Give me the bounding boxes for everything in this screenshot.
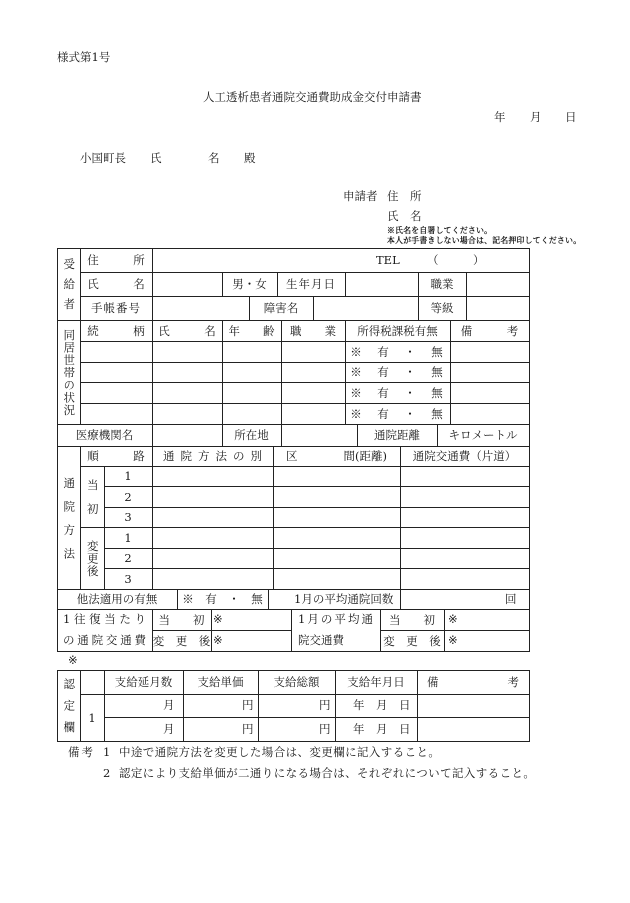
recipient-occupation-label: 職業 xyxy=(430,277,454,291)
commute-initial-label: 当初 xyxy=(85,478,100,527)
monthly-fare-initial-mark: ※ xyxy=(448,612,458,626)
approval-col-unit-price: 支給単価 xyxy=(197,675,244,689)
applicant-name-label: 氏 名 xyxy=(387,209,422,223)
household-section xyxy=(57,320,80,424)
office-use-mark: ※ xyxy=(68,653,78,667)
commute-section-label: 通院方法 xyxy=(62,476,77,571)
medical-facility-label: 医療機関名 xyxy=(75,428,134,442)
round-trip-label-line-1: 1往復当たり xyxy=(63,612,146,626)
date-month-label: 月 xyxy=(530,110,542,124)
commute-route-number: 1 xyxy=(124,530,132,545)
monthly-visits-unit: 回 xyxy=(505,592,517,606)
monthly-fare-changed-mark: ※ xyxy=(448,633,458,647)
note-text: 認定により支給単価が二通りになる場合は、それぞれについて記入すること。 xyxy=(119,766,536,780)
commute-route-number: 3 xyxy=(124,510,132,524)
recipient-address-label: 住 所 xyxy=(87,253,145,267)
household-row-tax: ※ 有 ・ 無 xyxy=(350,385,445,400)
note-number: 2 xyxy=(103,766,111,780)
commute-col-route: 順 路 xyxy=(87,449,145,463)
commute-route-number: 3 xyxy=(124,571,132,586)
household-section-label: 同居世帯の状況 xyxy=(62,328,77,417)
approval-unit-price-unit: 円 xyxy=(242,698,254,712)
applicant-seal-note: 本人が手書きしない場合は、記名押印してください。 xyxy=(387,236,582,245)
recipient-tel-parens: （ ） xyxy=(427,253,485,267)
approval-section-label: 認定欄 xyxy=(62,678,77,743)
recipient-section-label: 受給者 xyxy=(62,258,77,319)
commute-changed-label: 変更後 xyxy=(85,539,100,578)
commute-col-section: 区 間(距離) xyxy=(286,449,387,463)
recipient-disability-label: 障害名 xyxy=(263,301,299,315)
medical-distance-unit: キロメートル xyxy=(448,428,518,442)
approval-unit-price-unit: 円 xyxy=(242,722,254,736)
household-col-age: 年 齢 xyxy=(228,323,275,338)
recipient-name-label: 氏 名 xyxy=(87,277,145,291)
recipient-grade-label: 等級 xyxy=(430,301,454,315)
notes-label: 備考 xyxy=(68,745,95,759)
approval-total-unit: 円 xyxy=(319,698,331,712)
form-number: 様式第1号 xyxy=(57,50,111,64)
commute-section xyxy=(57,446,80,589)
approval-months-unit: 月 xyxy=(163,722,175,736)
household-col-relation: 続 柄 xyxy=(87,323,145,338)
recipient-section xyxy=(57,248,80,320)
applicant-sign-note: ※氏名を自署してください。 xyxy=(387,226,493,235)
household-row-tax: ※ 有 ・ 無 xyxy=(350,365,445,379)
round-trip-changed-label: 変 更 後 xyxy=(152,633,211,648)
addressee-name-char-1: 氏 xyxy=(150,151,162,165)
round-trip-initial-label: 当 初 xyxy=(158,612,205,627)
approval-date-units: 年 月 日 xyxy=(353,722,411,736)
approval-section xyxy=(57,670,80,741)
household-row-tax: ※ 有 ・ 無 xyxy=(350,406,445,421)
form-title: 人工透析患者通院交通費助成金交付申請書 xyxy=(203,90,422,104)
note-text: 中途で通院方法を変更した場合は、変更欄に記入すること。 xyxy=(119,745,441,759)
household-col-income-tax: 所得税課税有無 xyxy=(357,323,438,338)
medical-distance-label: 通院距離 xyxy=(374,428,420,442)
addressee-honorific: 殿 xyxy=(244,151,256,165)
household-col-occupation: 職 業 xyxy=(290,323,336,338)
applicant-address-label: 住 所 xyxy=(387,189,422,203)
commute-changed-group xyxy=(80,527,104,589)
round-trip-label-line-2: の通院交通費 xyxy=(63,633,146,647)
household-col-name: 氏 名 xyxy=(158,323,216,338)
approval-col-months: 支給延月数 xyxy=(114,675,173,689)
medical-location-label: 所在地 xyxy=(234,428,269,442)
monthly-fare-label-line-2: 院交通費 xyxy=(298,633,344,647)
commute-route-number: 2 xyxy=(124,551,132,565)
addressee-office: 小国町長 xyxy=(80,151,126,165)
approval-col-total: 支給総額 xyxy=(273,675,320,689)
other-law-label: 他法適用の有無 xyxy=(76,592,158,606)
commute-initial-group xyxy=(80,466,104,527)
monthly-visits-label: 1月の平均通院回数 xyxy=(294,592,394,606)
applicant-label: 申請者 xyxy=(343,189,378,203)
recipient-sex-options: 男・女 xyxy=(232,277,267,291)
monthly-fare-initial-label: 当 初 xyxy=(389,612,435,627)
addressee-name-char-2: 名 xyxy=(208,151,220,165)
approval-col-date: 支給年月日 xyxy=(347,675,405,689)
household-row-tax: ※ 有 ・ 無 xyxy=(350,344,445,359)
date-day-label: 日 xyxy=(565,110,577,124)
date-year-label: 年 xyxy=(494,110,506,124)
commute-route-number: 1 xyxy=(124,469,132,483)
round-trip-initial-mark: ※ xyxy=(213,612,223,626)
commute-col-fare: 通院交通費（片道） xyxy=(412,449,517,463)
approval-col-remarks: 備 考 xyxy=(427,675,519,689)
approval-entry-number: 1 xyxy=(88,710,96,725)
recipient-handbook-label: 手帳番号 xyxy=(91,301,141,315)
approval-months-unit: 月 xyxy=(163,698,175,712)
other-law-value: ※ 有 ・ 無 xyxy=(182,592,263,606)
approval-total-unit: 円 xyxy=(319,722,331,736)
commute-route-number: 2 xyxy=(124,489,132,504)
commute-col-method: 通院方法の別 xyxy=(163,449,268,463)
approval-date-units: 年 月 日 xyxy=(353,698,411,712)
round-trip-changed-mark: ※ xyxy=(213,633,223,647)
recipient-birthdate-label: 生年月日 xyxy=(286,277,336,291)
monthly-fare-label-line-1: 1月の平均通 xyxy=(298,612,373,626)
household-col-remarks: 備 考 xyxy=(460,323,519,338)
note-number: 1 xyxy=(103,745,111,759)
monthly-fare-changed-label: 変 更 後 xyxy=(383,633,441,648)
recipient-tel-label: TEL xyxy=(376,253,400,267)
